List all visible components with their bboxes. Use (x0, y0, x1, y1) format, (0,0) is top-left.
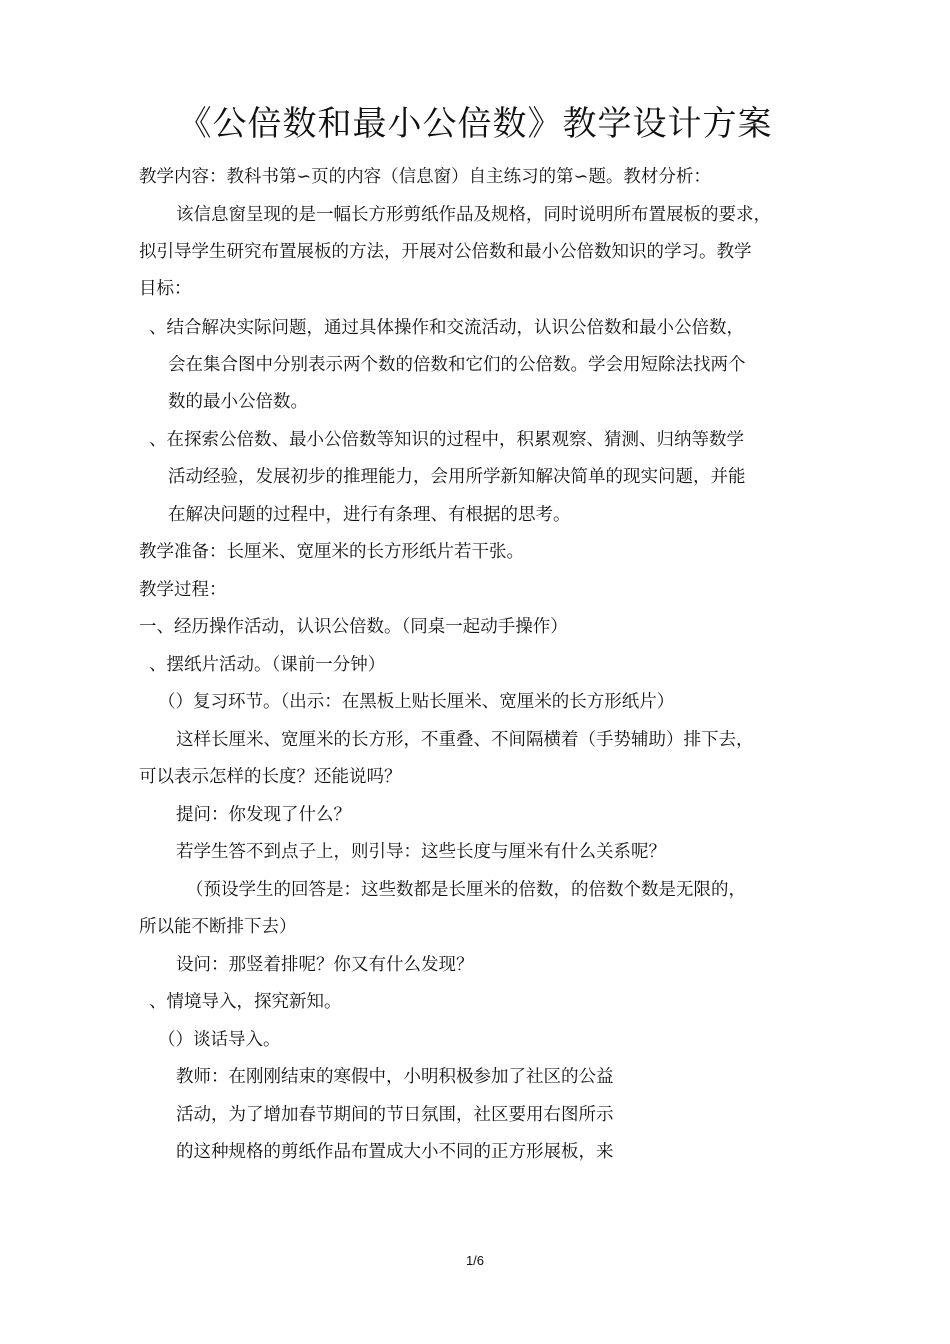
section-heading: 教学过程： (139, 580, 227, 600)
list-item: 、情境导入，探究新知。 (149, 992, 342, 1012)
text-line: 会在集合图中分别表示两个数的倍数和它们的公倍数。学会用短除法找两个 (168, 355, 746, 375)
text-line: 教学准备：长厘米、宽厘米的长方形纸片若干张。 (139, 542, 524, 562)
section-heading: 一、经历操作活动，认识公倍数。（同桌一起动手操作） (139, 617, 568, 637)
text-line: 这样长厘米、宽厘米的长方形，不重叠、不间隔横着（手势辅助）排下去， (176, 730, 754, 750)
page-number: 1/6 (465, 1253, 485, 1268)
list-item: （）复习环节。（出示：在黑板上贴长厘米、宽厘米的长方形纸片） (158, 692, 675, 712)
text-line: 的这种规格的剪纸作品布置成大小不同的正方形展板，来 (176, 1142, 614, 1162)
text-line: 提问：你发现了什么？ (176, 805, 351, 825)
text-line: 活动经验，发展初步的推理能力，会用所学新知解决简单的现实问题，并能 (168, 467, 746, 487)
document-title: 《公倍数和最小公倍数》教学设计方案 (177, 104, 773, 144)
text-line: 教学内容：教科书第∽页的内容（信息窗）自主练习的第∽题。教材分析： (139, 167, 711, 187)
text-line: 该信息窗呈现的是一幅长方形剪纸作品及规格，同时说明所布置展板的要求， (176, 205, 771, 225)
list-item: 、摆纸片活动。（课前一分钟） (149, 655, 386, 675)
text-line: 目标： (139, 279, 192, 299)
text-line: 若学生答不到点子上，则引导：这些长度与厘米有什么关系呢？ (176, 842, 666, 862)
text-line: 教师：在刚刚结束的寒假中，小明积极参加了社区的公益 (176, 1067, 614, 1087)
text-line: 设问：那竖着排呢？你又有什么发现？ (176, 955, 474, 975)
text-line: 在解决问题的过程中，进行有条理、有根据的思考。 (168, 505, 571, 525)
list-item: 、结合解决实际问题，通过具体操作和交流活动，认识公倍数和最小公倍数， (149, 318, 744, 338)
text-line: 拟引导学生研究布置展板的方法，开展对公倍数和最小公倍数知识的学习。教学 (139, 242, 752, 262)
text-line: 数的最小公倍数。 (168, 392, 308, 412)
list-item: （）谈话导入。 (158, 1030, 281, 1050)
text-line: 可以表示怎样的长度？还能说吗？ (139, 767, 402, 787)
text-line: 活动，为了增加春节期间的节日氛围，社区要用右图所示 (176, 1105, 614, 1125)
list-item: 、在探索公倍数、最小公倍数等知识的过程中，积累观察、猜测、归纳等数学 (149, 430, 744, 450)
text-line: 所以能不断排下去） (139, 917, 297, 937)
text-line: （预设学生的回答是：这些数都是长厘米的倍数，的倍数个数是无限的， (186, 880, 746, 900)
